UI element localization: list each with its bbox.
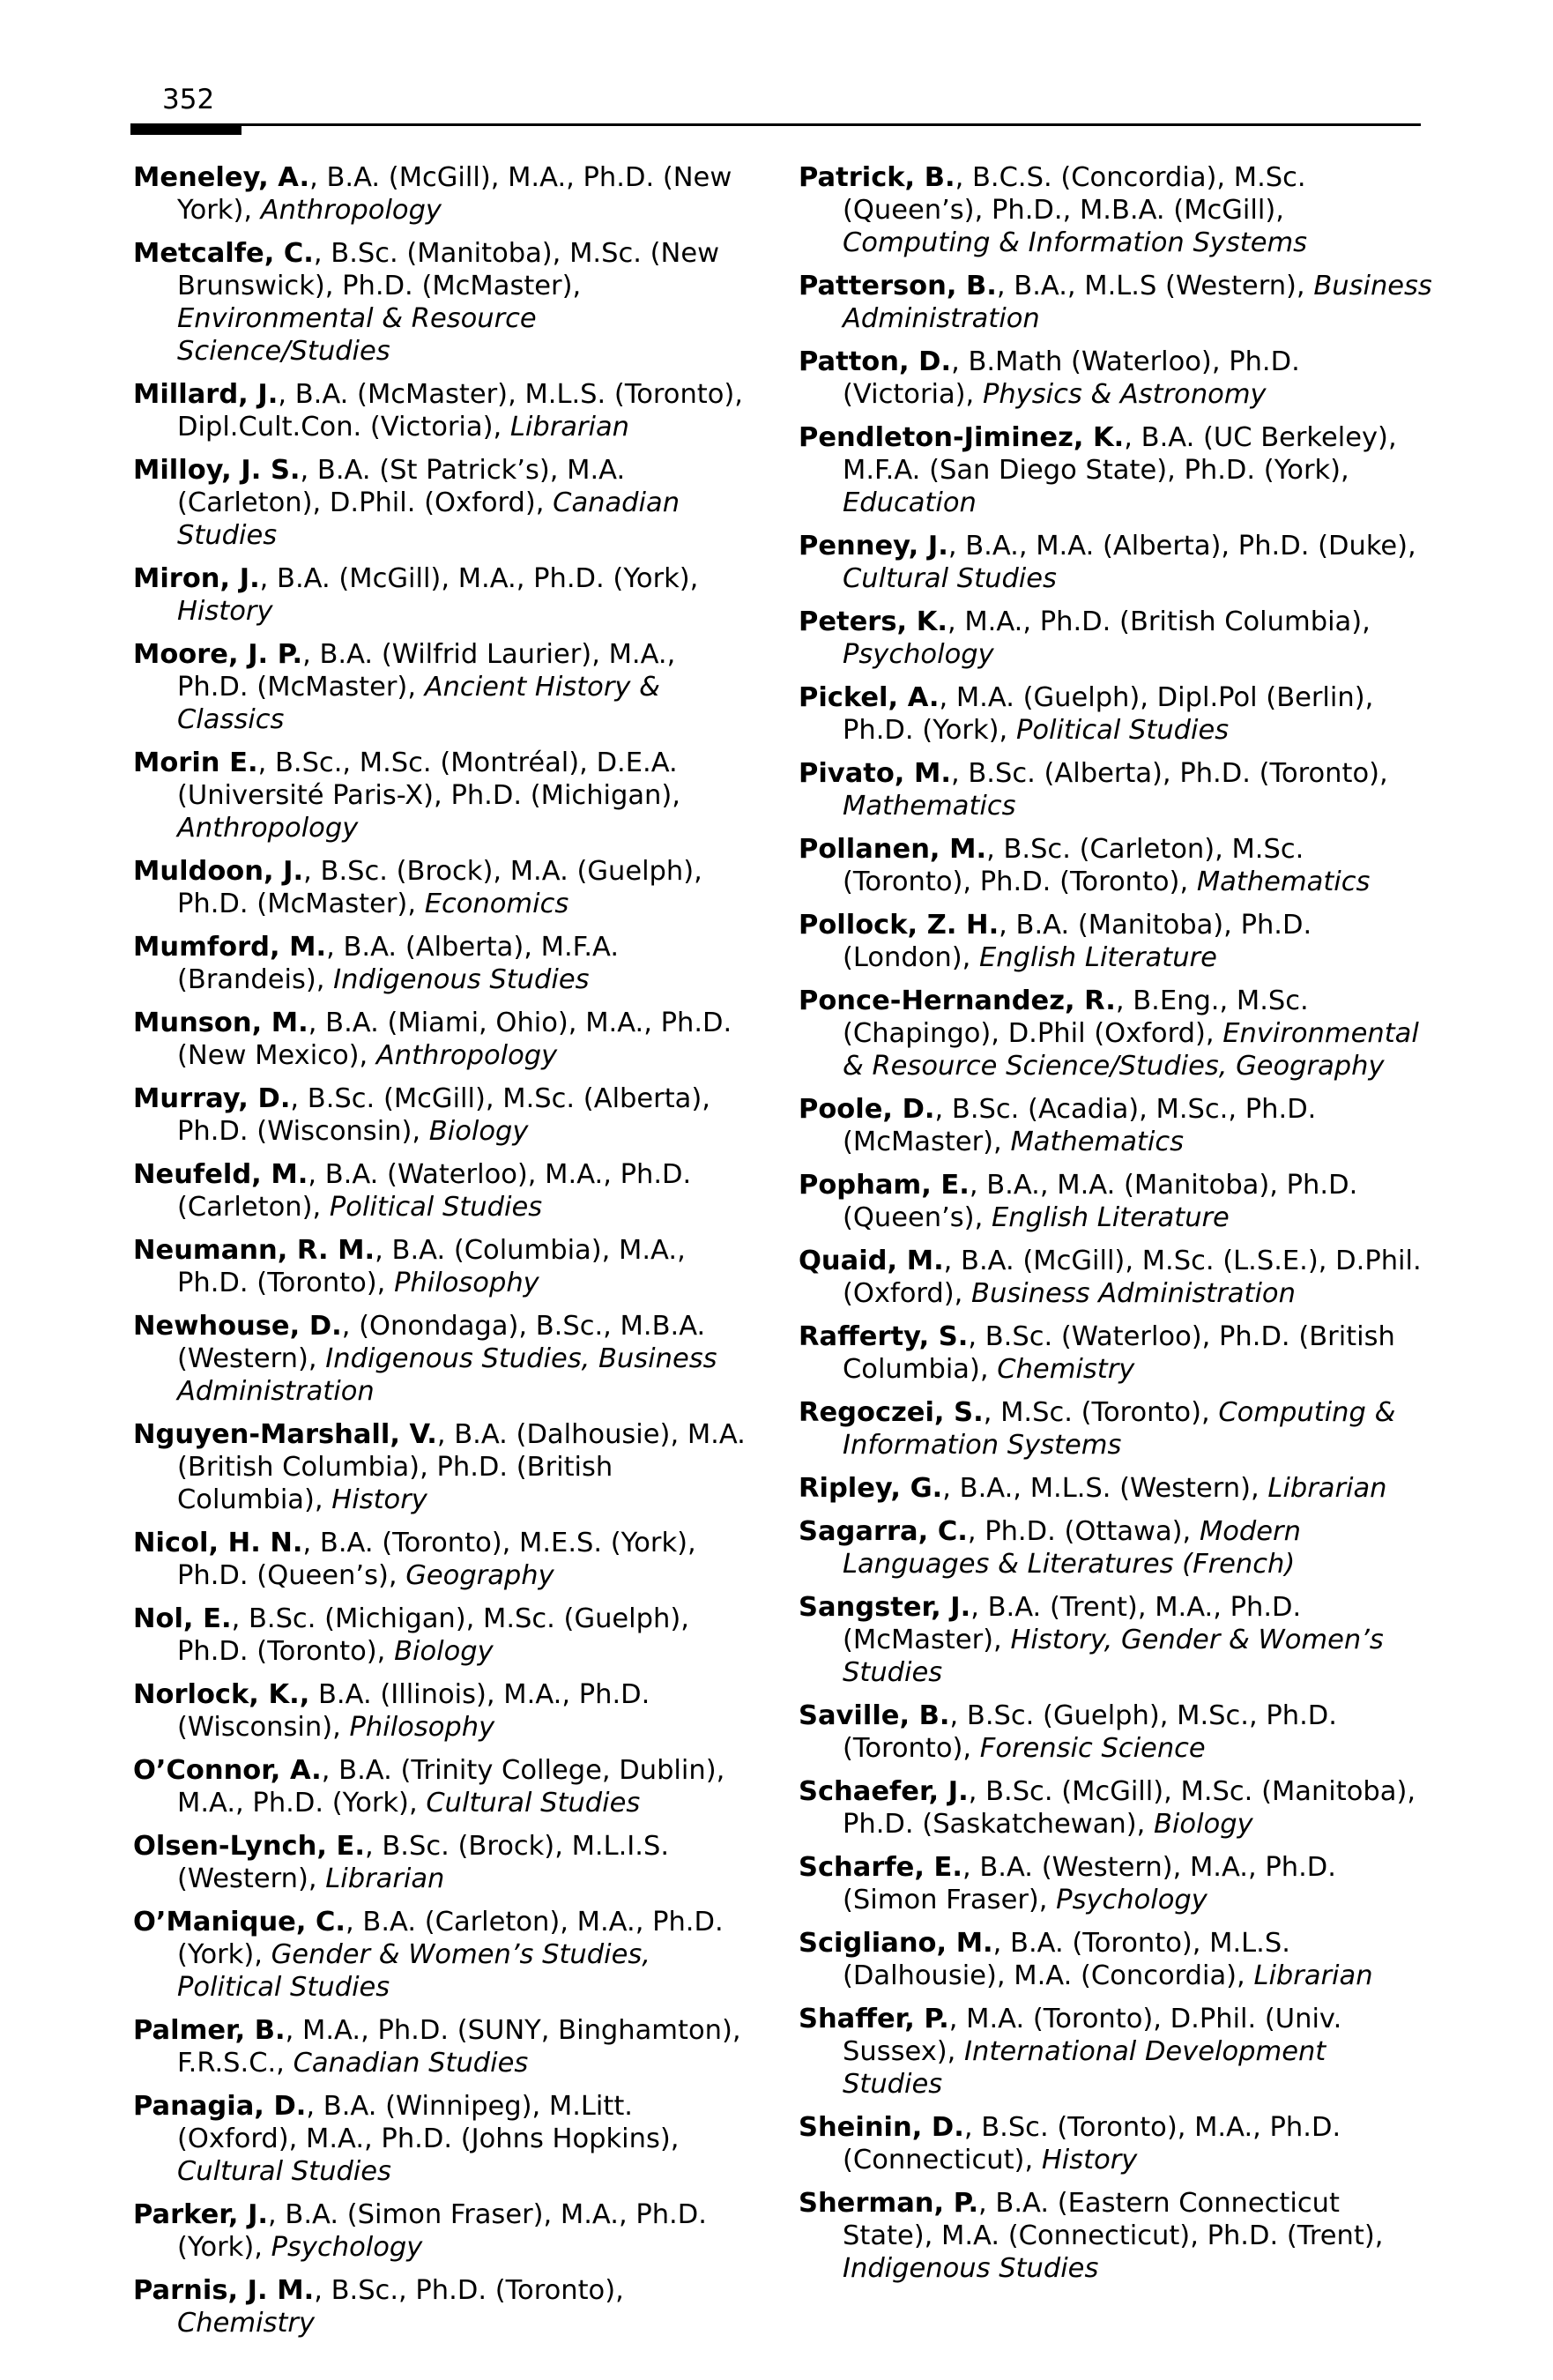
- credentials: , B.A. (Winnipeg), M.Litt. (Oxford), M.A., Ph.D. (Johns Hopkins),: [177, 2091, 680, 2154]
- department: Geography: [405, 1560, 554, 1591]
- credentials: , M.A., Ph.D. (SUNY, Binghamton), F.R.S.C.,: [177, 2015, 741, 2079]
- credentials: B.A. (Illinois), M.A., Ph.D. (Wisconsin),: [177, 1679, 650, 1743]
- directory-entry: [799, 530, 1433, 595]
- credentials: , B.Sc. (Brock), M.A. (Guelph), Ph.D. (McMaster),: [177, 856, 702, 919]
- faculty-name: Pollanen, M.: [799, 834, 987, 865]
- directory-entry: [799, 1320, 1433, 1386]
- faculty-name: Newhouse, D.: [133, 1311, 342, 1342]
- directory-entry: [799, 833, 1433, 898]
- faculty-name: Sangster, J.: [799, 1592, 971, 1623]
- directory-entry: [799, 1245, 1433, 1310]
- faculty-name: Parnis, J. M.: [133, 2275, 315, 2306]
- faculty-name: Peters, K.: [799, 606, 947, 637]
- department: Cultural Studies: [843, 563, 1057, 594]
- directory-entry: [799, 2187, 1433, 2285]
- credentials: , B.Sc. (McGill), M.Sc. (Alberta), Ph.D. (Wisconsin),: [177, 1083, 710, 1147]
- department: Psychology: [843, 639, 994, 670]
- directory-entry: [133, 1754, 750, 1819]
- department: Canadian Studies: [177, 487, 680, 551]
- directory-entry: [133, 2198, 750, 2264]
- directory-entry: [133, 1678, 750, 1744]
- faculty-name: Popham, E.: [799, 1170, 970, 1201]
- credentials: , B.A. (Toronto), M.E.S. (York), Ph.D. (Queen’s),: [177, 1528, 696, 1591]
- faculty-name: Palmer, B.: [133, 2015, 286, 2046]
- header-rule-thick: [130, 123, 241, 135]
- credentials: , B.A. (Wilfrid Laurier), M.A., Ph.D. (McMaster),: [177, 639, 676, 703]
- faculty-name: Morin E.: [133, 747, 258, 778]
- directory-entry: [799, 1851, 1433, 1916]
- credentials: , B.A. (Trinity College, Dublin), M.A., Ph.D. (York),: [177, 1755, 725, 1818]
- faculty-name: Moore, J. P.: [133, 639, 303, 670]
- faculty-name: Sherman, P.: [799, 2188, 979, 2219]
- faculty-name: Pickel, A.: [799, 682, 940, 713]
- directory-entry: [799, 985, 1433, 1082]
- department: History: [177, 596, 273, 627]
- directory-entry: [133, 1830, 750, 1895]
- credentials: , B.C.S. (Concordia), M.Sc. (Queen’s), Ph.D., M.B.A. (McGill),: [843, 162, 1306, 226]
- credentials: , B.Sc. (Alberta), Ph.D. (Toronto),: [950, 758, 1388, 789]
- credentials: , B.A. (McGill), M.A., Ph.D. (York),: [259, 563, 699, 594]
- department: Anthropology: [375, 1040, 558, 1071]
- directory-entry: [799, 421, 1433, 519]
- faculty-name: Scigliano, M.: [799, 1928, 993, 1959]
- department: International Development Studies: [843, 2036, 1326, 2100]
- credentials: , B.A. (Simon Fraser), M.A., Ph.D. (York),: [177, 2199, 707, 2263]
- faculty-name: Norlock, K.,: [133, 1679, 310, 1710]
- directory-entry: [799, 1515, 1433, 1580]
- department: History, Gender & Women’s Studies: [843, 1625, 1384, 1688]
- department: Librarian: [1253, 1960, 1373, 1991]
- department: Economics: [424, 889, 569, 919]
- faculty-name: Pivato, M.: [799, 758, 951, 789]
- directory-entry: [133, 161, 750, 227]
- faculty-name: Patterson, B.: [799, 271, 997, 301]
- directory-entry: [133, 1234, 750, 1299]
- credentials: , B.A., M.L.S. (Western),: [942, 1473, 1268, 1504]
- department: Biology: [394, 1636, 494, 1667]
- department: Anthropology: [260, 195, 442, 226]
- credentials: , B.A. (Alberta), M.F.A. (Brandeis),: [177, 932, 620, 995]
- credentials: , B.Sc., Ph.D. (Toronto),: [314, 2275, 624, 2306]
- directory-entry: [133, 2090, 750, 2188]
- credentials: , B.Math (Waterloo), Ph.D. (Victoria),: [843, 346, 1300, 410]
- faculty-name: Quaid, M.: [799, 1246, 944, 1276]
- department: Business Administration: [843, 271, 1432, 334]
- faculty-name: Panagia, D.: [133, 2091, 307, 2122]
- credentials: , M.Sc. (Toronto),: [983, 1397, 1219, 1428]
- credentials: , B.Sc. (Manitoba), M.Sc. (New Brunswick), Ph.D. (McMaster),: [177, 238, 720, 301]
- department: Librarian: [509, 412, 629, 443]
- directory-entry: [133, 1418, 750, 1516]
- directory-entry: [133, 747, 750, 844]
- directory-entry: [799, 1591, 1433, 1689]
- credentials: , B.A. (Manitoba), Ph.D. (London),: [843, 910, 1312, 973]
- department: Business Administration: [971, 1278, 1296, 1309]
- credentials: , B.A. (UC Berkeley), M.F.A. (San Diego State), Ph.D. (York),: [843, 422, 1397, 486]
- credentials: , Ph.D. (Ottawa),: [967, 1516, 1200, 1547]
- directory-entry: [133, 1082, 750, 1148]
- faculty-name: Sheinin, D.: [799, 2112, 964, 2143]
- credentials: , B.A. (St Patrick’s), M.A. (Carleton), D.Phil. (Oxford),: [177, 455, 626, 518]
- faculty-name: Neufeld, M.: [133, 1159, 308, 1190]
- left-column: [133, 161, 750, 2350]
- department: Librarian: [325, 1863, 445, 1894]
- department: Environmental & Resource Science/Studies, Geography: [843, 1018, 1419, 1082]
- department: Biology: [428, 1116, 529, 1147]
- directory-entry: [133, 931, 750, 996]
- credentials: , B.A. (Columbia), M.A., Ph.D. (Toronto),: [177, 1235, 686, 1298]
- department: English Literature: [979, 942, 1217, 973]
- department: Philosophy: [349, 1712, 495, 1743]
- department: Philosophy: [394, 1268, 539, 1298]
- faculty-name: Mumford, M.: [133, 932, 327, 963]
- directory-entry: [799, 2111, 1433, 2176]
- directory-entry: [799, 757, 1433, 822]
- department: Chemistry: [997, 1354, 1135, 1385]
- department: Chemistry: [177, 2308, 316, 2339]
- directory-entry: [799, 161, 1433, 259]
- credentials: , B.A. (McMaster), M.L.S. (Toronto), Dipl.Cult.Con. (Victoria),: [177, 379, 744, 443]
- department: Mathematics: [1010, 1127, 1184, 1157]
- credentials: , (Onondaga), B.Sc., M.B.A. (Western),: [177, 1311, 706, 1374]
- directory-entry: [133, 1310, 750, 1408]
- department: Mathematics: [1196, 866, 1371, 897]
- directory-entry: [799, 909, 1433, 974]
- faculty-name: Shaffer, P.: [799, 2004, 949, 2034]
- directory-entry: [133, 2274, 750, 2339]
- department: History: [1041, 2145, 1138, 2175]
- department: Cultural Studies: [426, 1788, 641, 1818]
- credentials: , B.Sc. (Toronto), M.A., Ph.D. (Connecticut),: [843, 2112, 1341, 2175]
- faculty-name: Miron, J.: [133, 563, 260, 594]
- credentials: , B.A., M.L.S (Western),: [996, 271, 1314, 301]
- credentials: , B.Sc. (Brock), M.L.I.S. (Western),: [177, 1831, 670, 1894]
- department: Physics & Astronomy: [982, 379, 1267, 410]
- credentials: , B.Sc. (Guelph), M.Sc., Ph.D. (Toronto),: [843, 1700, 1337, 1764]
- department: Cultural Studies: [177, 2156, 391, 2187]
- faculty-name: Ponce-Hernandez, R.: [799, 985, 1116, 1016]
- department: Political Studies: [329, 1192, 543, 1223]
- credentials: , B.A. (Eastern Connecticut State), M.A. (Connecticut), Ph.D. (Trent),: [843, 2188, 1384, 2251]
- directory-entry: [799, 1775, 1433, 1841]
- faculty-name: Milloy, J. S.: [133, 455, 301, 486]
- credentials: , B.A. (Waterloo), M.A., Ph.D. (Carleton),: [177, 1159, 692, 1223]
- page-number: 352: [162, 84, 215, 115]
- faculty-name: Nguyen-Marshall, V.: [133, 1419, 437, 1450]
- faculty-name: Patton, D.: [799, 346, 952, 377]
- directory-entry: [133, 1906, 750, 2004]
- faculty-name: Saville, B.: [799, 1700, 950, 1731]
- credentials: , B.Sc. (McGill), M.Sc. (Manitoba), Ph.D. (Saskatchewan),: [843, 1776, 1416, 1840]
- credentials: , B.Sc., M.Sc. (Montréal), D.E.A. (Université Paris-X), Ph.D. (Michigan),: [177, 747, 680, 811]
- credentials: , B.A. (Western), M.A., Ph.D. (Simon Fraser),: [843, 1852, 1336, 1915]
- directory-entry: [133, 1527, 750, 1592]
- department: Forensic Science: [979, 1733, 1206, 1764]
- faculty-name: Scharfe, E.: [799, 1852, 962, 1883]
- directory-entry: [799, 270, 1433, 335]
- department: Environmental & Resource Science/Studies: [177, 303, 537, 367]
- faculty-name: Neumann, R. M.: [133, 1235, 375, 1266]
- faculty-name: Patrick, B.: [799, 162, 955, 193]
- directory-entry: [799, 606, 1433, 671]
- department: Computing & Information Systems: [843, 1397, 1396, 1461]
- faculty-name: Poole, D.: [799, 1094, 935, 1125]
- credentials: , M.A., Ph.D. (British Columbia),: [947, 606, 1371, 637]
- credentials: , B.Eng., M.Sc. (Chapingo), D.Phil (Oxford),: [843, 985, 1309, 1049]
- faculty-name: Regoczei, S.: [799, 1397, 984, 1428]
- faculty-name: Metcalfe, C.: [133, 238, 314, 269]
- directory-entry: [799, 681, 1433, 747]
- department: Psychology: [1056, 1885, 1207, 1915]
- right-column: [799, 161, 1433, 2295]
- credentials: , B.A. (Toronto), M.L.S. (Dalhousie), M.A. (Concordia),: [843, 1928, 1290, 1991]
- credentials: , B.A., M.A. (Manitoba), Ph.D. (Queen’s),: [843, 1170, 1358, 1233]
- faculty-name: Sagarra, C.: [799, 1516, 968, 1547]
- department: Education: [843, 487, 977, 518]
- faculty-name: O’Manique, C.: [133, 1907, 346, 1937]
- directory-entry: [799, 1472, 1433, 1505]
- faculty-name: Schaefer, J.: [799, 1776, 969, 1807]
- directory-entry: [133, 1603, 750, 1668]
- faculty-name: Parker, J.: [133, 2199, 269, 2230]
- credentials: , M.A. (Toronto), D.Phil. (Univ. Sussex),: [843, 2004, 1342, 2067]
- directory-entry: [799, 1396, 1433, 1461]
- directory-entry: [799, 2003, 1433, 2101]
- department: Indigenous Studies, Business Administration: [177, 1343, 717, 1407]
- credentials: , B.Sc. (Waterloo), Ph.D. (British Columbia),: [843, 1321, 1395, 1385]
- faculty-name: Nol, E.: [133, 1603, 232, 1634]
- faculty-name: Ripley, G.: [799, 1473, 943, 1504]
- directory-entry: [799, 346, 1433, 411]
- directory-entry: [133, 454, 750, 552]
- directory-entry: [133, 562, 750, 628]
- faculty-name: Meneley, A.: [133, 162, 310, 193]
- directory-entry: [799, 1927, 1433, 1992]
- department: Indigenous Studies: [333, 964, 590, 995]
- department: Computing & Information Systems: [843, 227, 1308, 258]
- department: Biology: [1154, 1809, 1253, 1840]
- faculty-name: Pendleton-Jiminez, K.: [799, 422, 1125, 453]
- directory-entry: [133, 378, 750, 443]
- faculty-name: Olsen-Lynch, E.: [133, 1831, 365, 1862]
- directory-entry: [133, 2014, 750, 2079]
- directory-entry: [133, 237, 750, 368]
- directory-entry: [799, 1699, 1433, 1765]
- directory-entry: [133, 1158, 750, 1223]
- credentials: , B.A. (McGill), M.A., Ph.D. (New York),: [177, 162, 732, 226]
- directory-entry: [133, 1007, 750, 1072]
- department: Ancient History & Classics: [177, 672, 660, 735]
- directory-entry: [133, 638, 750, 736]
- directory-entry: [799, 1093, 1433, 1158]
- credentials: , B.A., M.A. (Alberta), Ph.D. (Duke),: [947, 531, 1416, 562]
- department: Gender & Women’s Studies, Political Studies: [177, 1939, 650, 2003]
- credentials: , M.A. (Guelph), Dipl.Pol (Berlin), Ph.D. (York),: [843, 682, 1374, 746]
- credentials: , B.A. (Miami, Ohio), M.A., Ph.D. (New Mexico),: [177, 1008, 732, 1071]
- department: Psychology: [271, 2232, 423, 2263]
- department: History: [331, 1484, 427, 1515]
- faculty-name: Munson, M.: [133, 1008, 308, 1038]
- department: Canadian Studies: [293, 2048, 529, 2079]
- credentials: , B.A. (Dalhousie), M.A. (British Columbia), Ph.D. (British Columbia),: [177, 1419, 746, 1515]
- faculty-name: Millard, J.: [133, 379, 279, 410]
- credentials: , B.A. (Trent), M.A., Ph.D. (McMaster),: [843, 1592, 1302, 1655]
- credentials: , B.Sc. (Acadia), M.Sc., Ph.D. (McMaster),: [843, 1094, 1317, 1157]
- credentials: , B.Sc. (Michigan), M.Sc. (Guelph), Ph.D. (Toronto),: [177, 1603, 689, 1667]
- faculty-name: Rafferty, S.: [799, 1321, 969, 1352]
- department: Modern Languages & Literatures (French): [843, 1516, 1301, 1580]
- faculty-name: Nicol, H. N.: [133, 1528, 303, 1558]
- department: Anthropology: [177, 813, 359, 844]
- faculty-name: Pollock, Z. H.: [799, 910, 999, 941]
- faculty-name: O’Connor, A.: [133, 1755, 322, 1786]
- credentials: , B.A. (Carleton), M.A., Ph.D. (York),: [177, 1907, 724, 1970]
- department: English Literature: [991, 1202, 1230, 1233]
- directory-entry: [133, 855, 750, 920]
- faculty-name: Penney, J.: [799, 531, 948, 562]
- credentials: , B.A. (McGill), M.Sc. (L.S.E.), D.Phil. (Oxford),: [843, 1246, 1422, 1309]
- department: Indigenous Studies: [843, 2253, 1099, 2284]
- department: Mathematics: [843, 791, 1016, 822]
- header-rule: [241, 123, 1421, 126]
- credentials: , B.Sc. (Carleton), M.Sc. (Toronto), Ph.D. (Toronto),: [843, 834, 1304, 897]
- faculty-name: Muldoon, J.: [133, 856, 304, 887]
- department: Librarian: [1267, 1473, 1387, 1504]
- faculty-name: Murray, D.: [133, 1083, 291, 1114]
- department: Political Studies: [1015, 715, 1230, 746]
- directory-entry: [799, 1169, 1433, 1234]
